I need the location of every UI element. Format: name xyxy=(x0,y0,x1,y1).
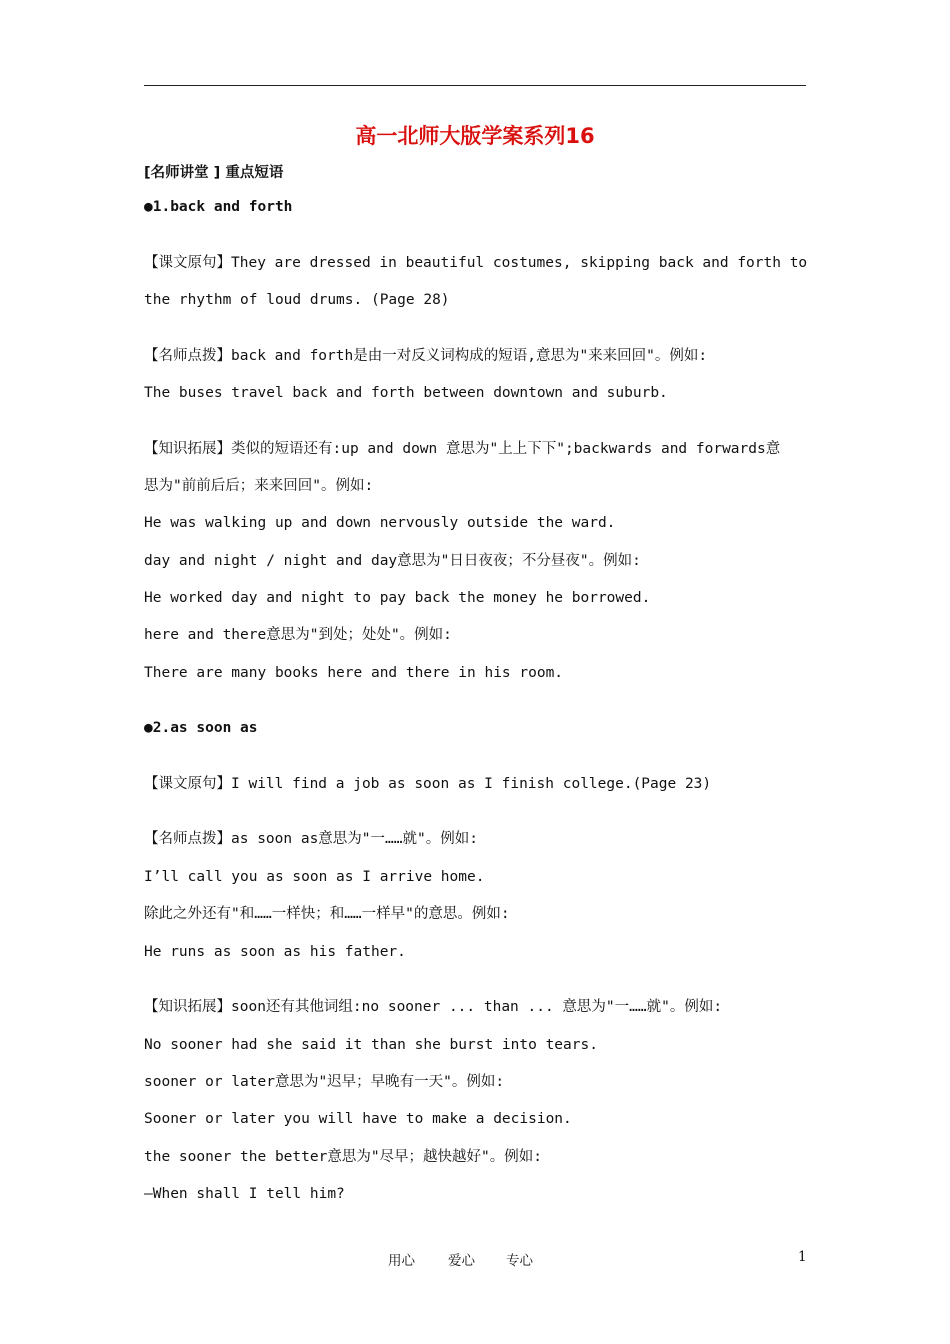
text-line: 【名师点拨】as soon as意思为"一……就"。例如: xyxy=(144,831,478,847)
text-line: —When shall I tell him? xyxy=(144,1186,345,1202)
text-line: sooner or later意思为"迟早；早晚有一天"。例如: xyxy=(144,1074,505,1090)
section-header: [名师讲堂 ] 重点短语 xyxy=(144,165,284,181)
text-line: 【课文原句】I will find a job as soon as I finish college.(Page 23) xyxy=(144,776,712,792)
text-line: No sooner had she said it than she burst into tears. xyxy=(144,1037,598,1053)
page-number: 1 xyxy=(798,1249,807,1265)
text-line: the sooner the better意思为"尽早；越快越好"。例如: xyxy=(144,1149,543,1165)
text-line: 思为"前前后后；来来回回"。例如: xyxy=(144,478,374,494)
text-line: 【课文原句】They are dressed in beautiful costumes, skipping back and forth to xyxy=(144,255,808,271)
text-line: 【知识拓展】类似的短语还有:up and down 意思为"上上下下";backwards and forwards意 xyxy=(144,441,781,457)
footer-text: 专心 xyxy=(506,1253,533,1269)
phrase-heading-2: ●2.as soon as xyxy=(144,720,258,736)
text-line: day and night / night and day意思为"日日夜夜；不分昼夜"。例如: xyxy=(144,553,641,569)
footer-text: 用心 xyxy=(388,1253,415,1269)
text-line: 除此之外还有"和……一样快；和……一样早"的意思。例如: xyxy=(144,906,510,922)
text-line: He worked day and night to pay back the money he borrowed. xyxy=(144,590,651,606)
text-line: here and there意思为"到处；处处"。例如: xyxy=(144,627,452,643)
footer-text: 爱心 xyxy=(448,1253,475,1269)
header-rule xyxy=(144,85,806,86)
text-line: There are many books here and there in his room. xyxy=(144,665,564,681)
text-line: The buses travel back and forth between downtown and suburb. xyxy=(144,385,668,401)
text-line: Sooner or later you will have to make a decision. xyxy=(144,1111,572,1127)
phrase-heading-1: ●1.back and forth xyxy=(144,199,293,215)
text-line: I’ll call you as soon as I arrive home. xyxy=(144,869,485,885)
document-title: 高一北师大版学案系列16 xyxy=(355,124,595,148)
text-line: the rhythm of loud drums. (Page 28) xyxy=(144,292,450,308)
text-line: 【名师点拨】back and forth是由一对反义词构成的短语,意思为"来来回回"。例如: xyxy=(144,348,708,364)
text-line: He was walking up and down nervously outside the ward. xyxy=(144,515,616,531)
text-line: 【知识拓展】soon还有其他词组:no sooner ... than ... 意思为"一……就"。例如: xyxy=(144,999,723,1015)
text-line: He runs as soon as his father. xyxy=(144,944,406,960)
